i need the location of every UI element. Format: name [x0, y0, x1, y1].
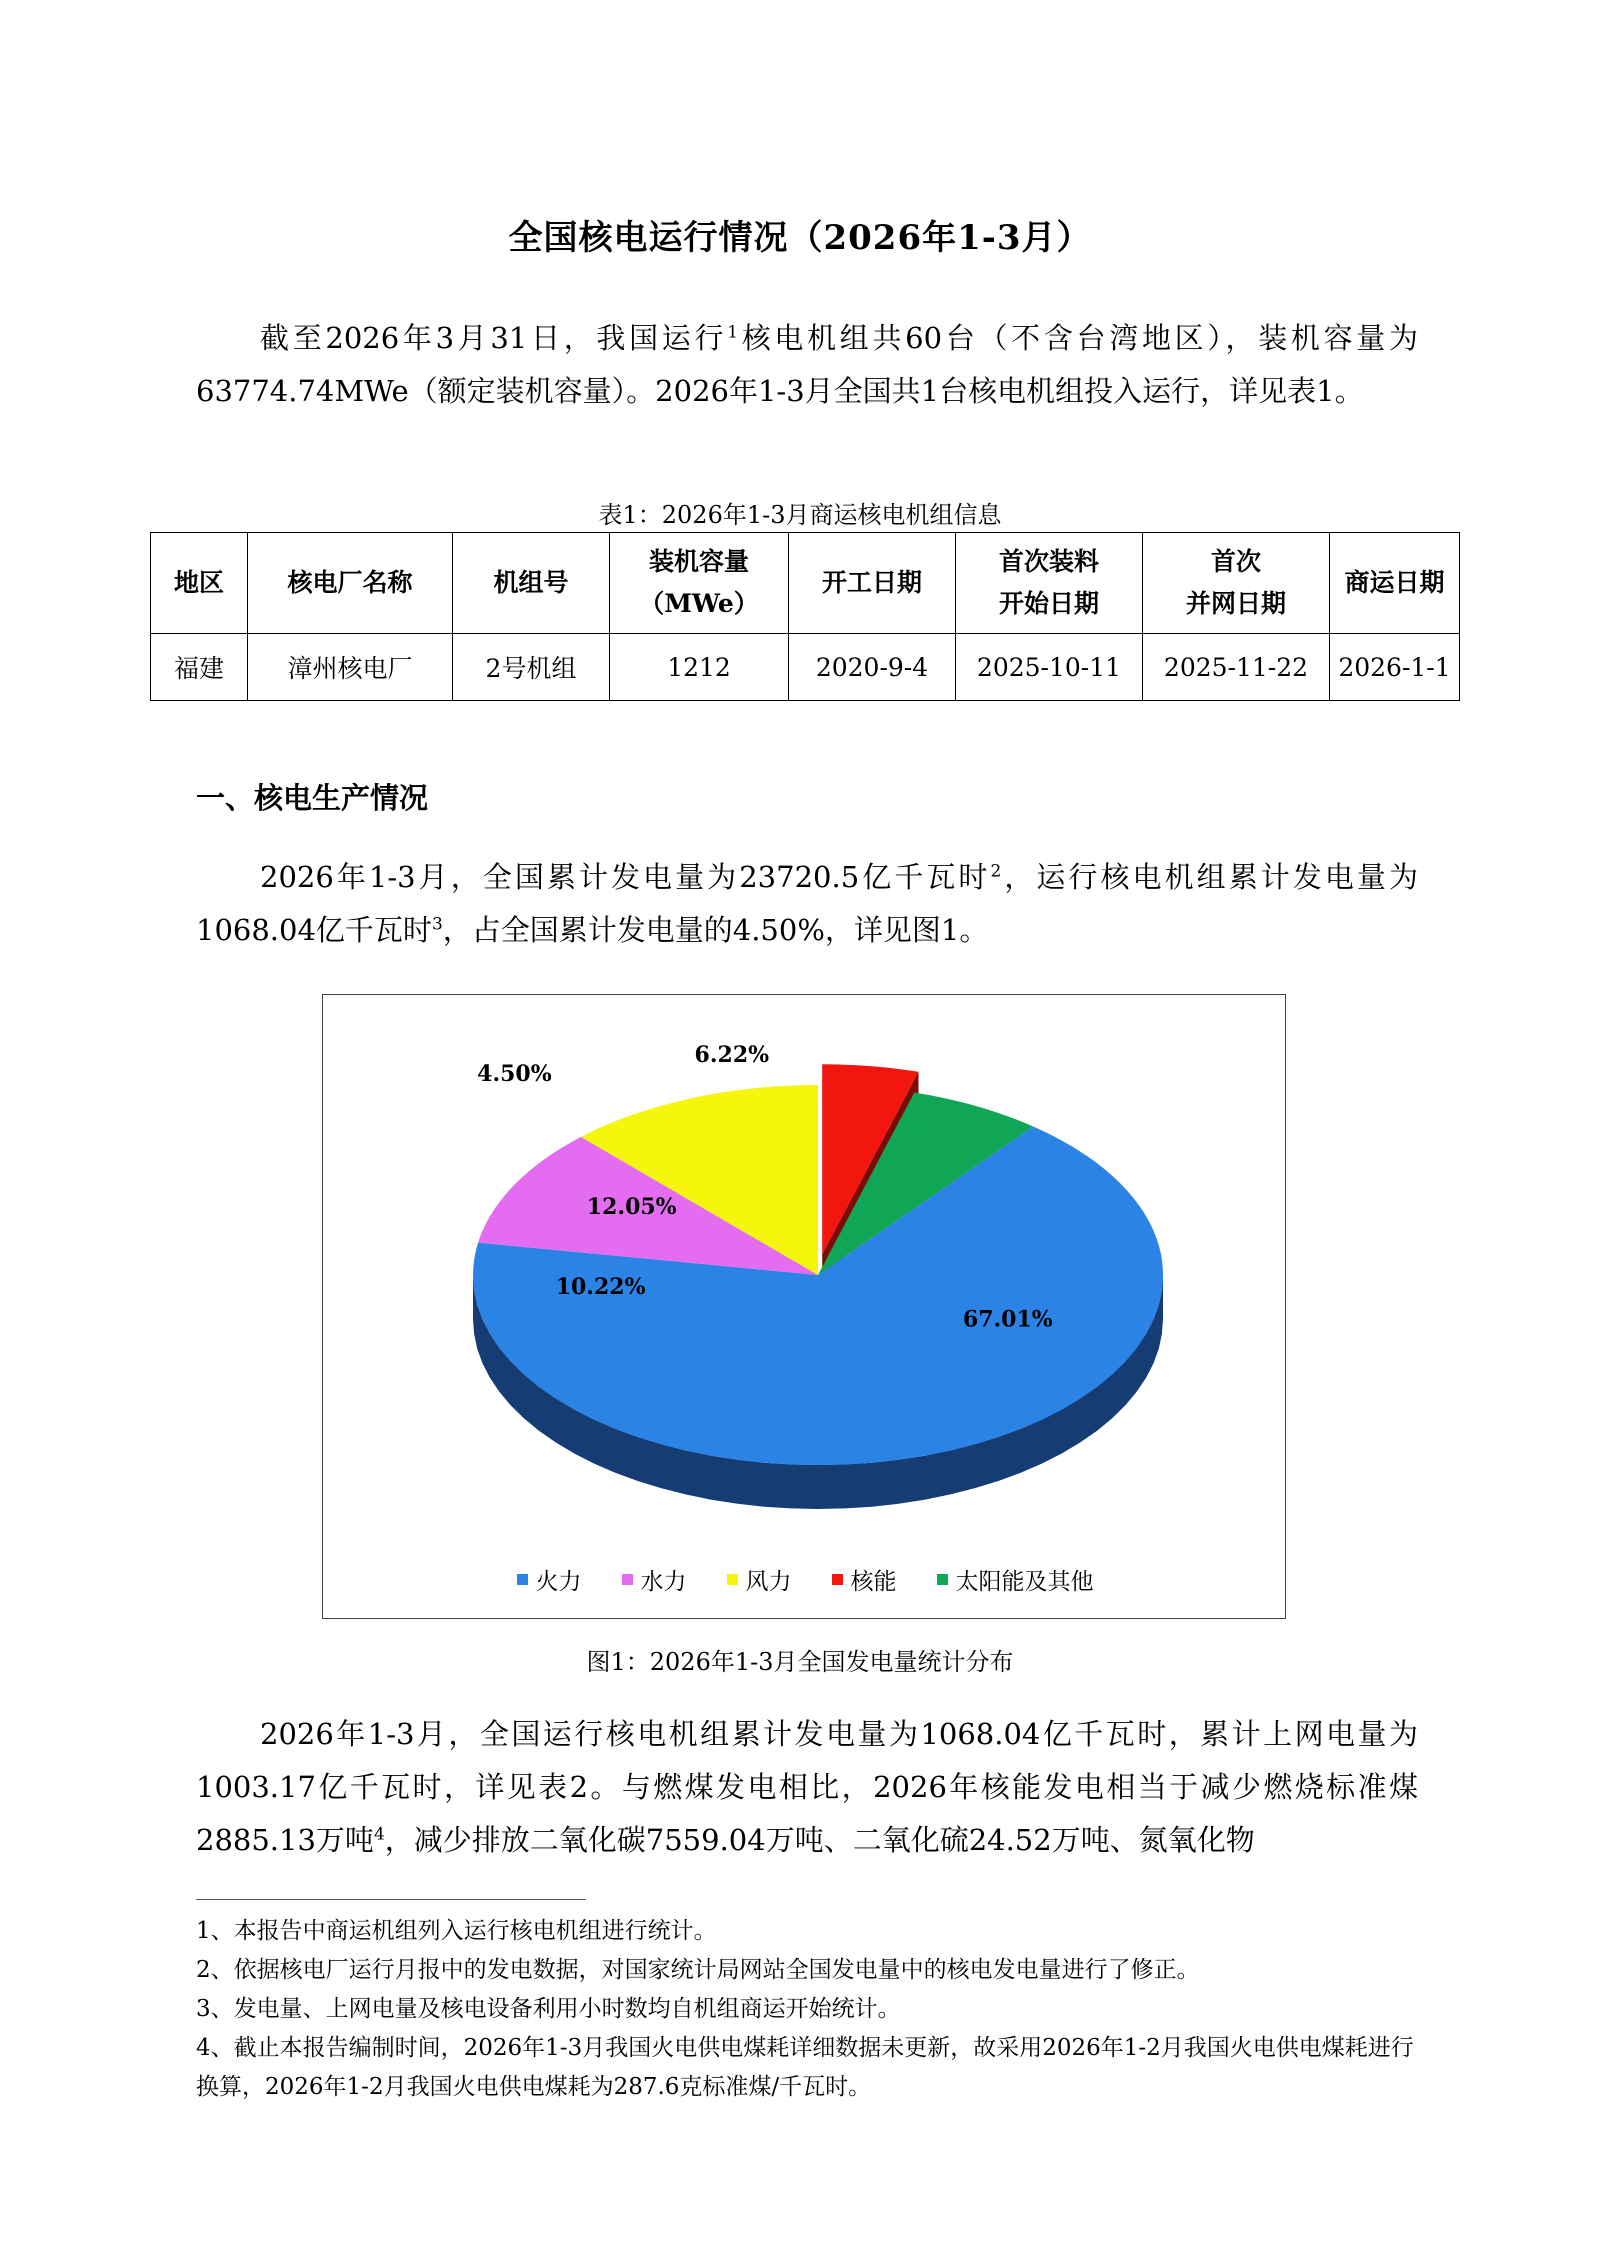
paragraph-text: 核电机组共60台（不含台湾地区），装机容量为63774.74MWe（额定装机容量）。2026年1-3月全国共1台核电机组投入运行，详见表1。 — [196, 321, 1419, 408]
paragraph-text: 截至2026年3月31日，我国运行 — [260, 321, 728, 355]
pie-tops — [473, 1064, 1163, 1465]
section-heading: 一、核电生产情况 — [196, 781, 429, 815]
legend-item — [832, 1563, 897, 1596]
data-label: 6.22% — [694, 1042, 770, 1069]
header-cell — [610, 533, 789, 634]
footnote-ref[interactable]: 1 — [727, 322, 739, 343]
pie-chart — [322, 994, 1286, 1619]
figure-caption: 图1：2026年1-3月全国发电量统计分布 — [586, 1648, 1014, 1676]
footnote-ref[interactable]: 2 — [990, 861, 1002, 882]
legend-item — [937, 1563, 1094, 1596]
data-label: 10.22% — [555, 1274, 646, 1300]
legend-label: 火力 — [535, 1569, 582, 1595]
header-text: 核电厂名称 — [287, 568, 413, 597]
legend-item — [517, 1563, 582, 1596]
legend-swatch — [832, 1574, 843, 1585]
legend-label: 风力 — [745, 1569, 792, 1595]
legend-label: 核能 — [850, 1569, 897, 1595]
footnote-item: 1、本报告中商运机组列入运行核电机组进行统计。 — [196, 1918, 717, 1944]
header-text: 装机容量 — [648, 547, 749, 576]
header-text: 商运日期 — [1344, 568, 1445, 597]
legend-label: 水力 — [640, 1569, 687, 1595]
data-label: 4.50% — [477, 1061, 552, 1088]
header-text: 首次 — [1210, 547, 1261, 576]
legend-label: 太阳能及其他 — [955, 1569, 1094, 1595]
header-text: 机组号 — [493, 568, 569, 597]
chart-legend — [323, 1563, 1287, 1596]
paragraph-intro — [196, 312, 1418, 418]
header-cell — [151, 533, 248, 634]
paragraph-text: 2026年1-3月，全国累计发电量为23720.5亿千瓦时 — [260, 860, 991, 894]
pie-chart-plot — [323, 995, 1285, 1555]
header-cell — [956, 533, 1143, 634]
table-cell: 2025-11-22 — [1143, 634, 1330, 701]
page-title: 全国核电运行情况（2026年1-3月） — [508, 218, 1092, 258]
unit-info-table — [150, 532, 1460, 701]
footnote-item: 2、依据核电厂运行月报中的发电数据，对国家统计局网站全国发电量中的核电发电量进行了修正。 — [196, 1957, 1200, 1983]
header-cell — [789, 533, 956, 634]
header-cell — [248, 533, 453, 634]
table-caption: 表1：2026年1-3月商运核电机组信息 — [598, 501, 1002, 529]
footnote-divider — [196, 1899, 586, 1900]
data-label: 12.05% — [586, 1194, 677, 1221]
header-text: 开始日期 — [998, 589, 1099, 618]
paragraph-text: ，运行核电机组累计发电量为1068.04亿千瓦时 — [196, 860, 1418, 947]
paragraph-text: ，减少排放二氧化碳7559.04万吨、二氧化硫24.52万吨、氮氧化物 — [384, 1823, 1255, 1857]
header-cell — [1143, 533, 1330, 634]
footnotes — [196, 1912, 1418, 2107]
header-text: 并网日期 — [1185, 589, 1286, 618]
table-cell: 2020-9-4 — [789, 634, 956, 701]
footnote-ref[interactable]: 3 — [431, 914, 443, 935]
footnote-ref[interactable]: 4 — [373, 1824, 385, 1845]
header-text: 首次装料 — [998, 547, 1099, 576]
data-label: 67.01% — [962, 1306, 1053, 1333]
paragraph-generation — [196, 851, 1418, 957]
table-header-row — [151, 533, 1460, 634]
table-cell: 2025-10-11 — [956, 634, 1143, 701]
paragraph-text: ，占全国累计发电量的4.50%，详见图1。 — [442, 913, 989, 947]
table-cell: 2号机组 — [453, 634, 610, 701]
legend-swatch — [727, 1574, 738, 1585]
footnote-item: 3、发电量、上网电量及核电设备利用小时数均自机组商运开始统计。 — [196, 1996, 901, 2022]
footnote-item: 4、截止本报告编制时间，2026年1-3月我国火电供电煤耗详细数据未更新，故采用2026年1-2月我国火电供电煤耗进行换算，2026年1-2月我国火电供电煤耗为287.6克标准煤/千瓦时。 — [196, 2035, 1414, 2100]
table-row — [151, 634, 1460, 701]
paragraph-reduction — [196, 1708, 1418, 1867]
legend-swatch — [517, 1574, 528, 1585]
table-cell: 福建 — [151, 634, 248, 701]
legend-item — [622, 1563, 687, 1596]
header-text: 地区 — [173, 568, 224, 597]
table-cell: 1212 — [610, 634, 789, 701]
table-cell: 漳州核电厂 — [248, 634, 453, 701]
legend-item — [727, 1563, 792, 1596]
legend-swatch — [622, 1574, 633, 1585]
header-text: 开工日期 — [821, 568, 922, 597]
header-text: （MWe） — [639, 589, 759, 618]
header-cell — [1330, 533, 1460, 634]
header-cell — [453, 533, 610, 634]
paragraph-text: 2026年1-3月，全国运行核电机组累计发电量为1068.04亿千瓦时，累计上网电量为1003.17亿千瓦时，详见表2。与燃煤发电相比，2026年核能发电相当于减少燃烧标准煤2885.13万吨 — [196, 1717, 1418, 1857]
legend-swatch — [937, 1574, 948, 1585]
table-cell: 2026-1-1 — [1330, 634, 1460, 701]
